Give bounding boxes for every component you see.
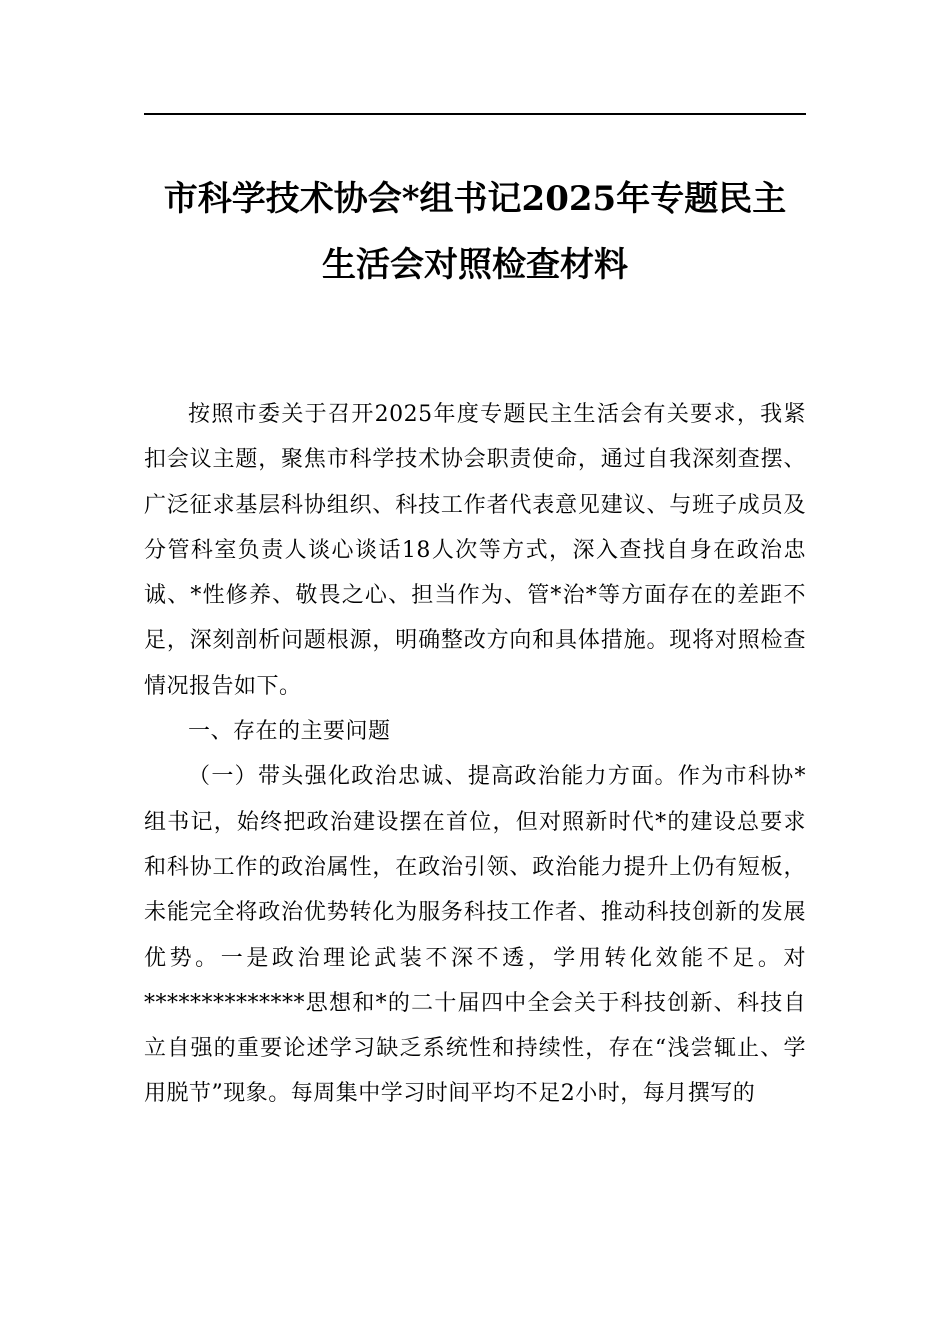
subsection-1-paragraph [144,754,806,1116]
document-body [144,392,806,1117]
subsection-1-body: 作为市科协*组书记，始终把政治建设摆在首位，但对照新时代*的建设总要求和科协工作的政治属性，在政治引领、政治能力提升上仍有短板，未能完全将政治优势转化为服务科技工作者、推动科技创新的发展优势。一是政治理论武装不深不透，学用转化效能不足。对**************思想和*的二十届四中全会关于科技创新、科技自立自强的重要论述学习缺乏系统性和持续性，存在“浅尝辄止、学用脱节”现象。每周集中学习时间平均不足2小时，每月撰写的 [144,764,806,1107]
header-rule [144,113,806,115]
document-title [144,166,806,298]
section-1-heading: 一、存在的主要问题 [188,719,391,745]
intro-paragraph: 按照市委关于召开2025年度专题民主生活会有关要求，我紧扣会议主题，聚焦市科学技术协会职责使命，通过自我深刻查摆、广泛征求基层科协组织、科技工作者代表意见建议、与班子成员及分管科室负责人谈心谈话18人次等方式，深入查找自身在政治忠诚、*性修养、敬畏之心、担当作为、管*治*等方面存在的差距不足，深刻剖析问题根源，明确整改方向和具体措施。现将对照检查情况报告如下。 [144,402,806,699]
title-line-1: 市科学技术协会*组书记2025年专题民主 [163,179,787,219]
title-line-2: 生活会对照检查材料 [322,245,628,285]
subsection-1-heading: （一）带头强化政治忠诚、提高政治能力方面。 [188,764,678,790]
